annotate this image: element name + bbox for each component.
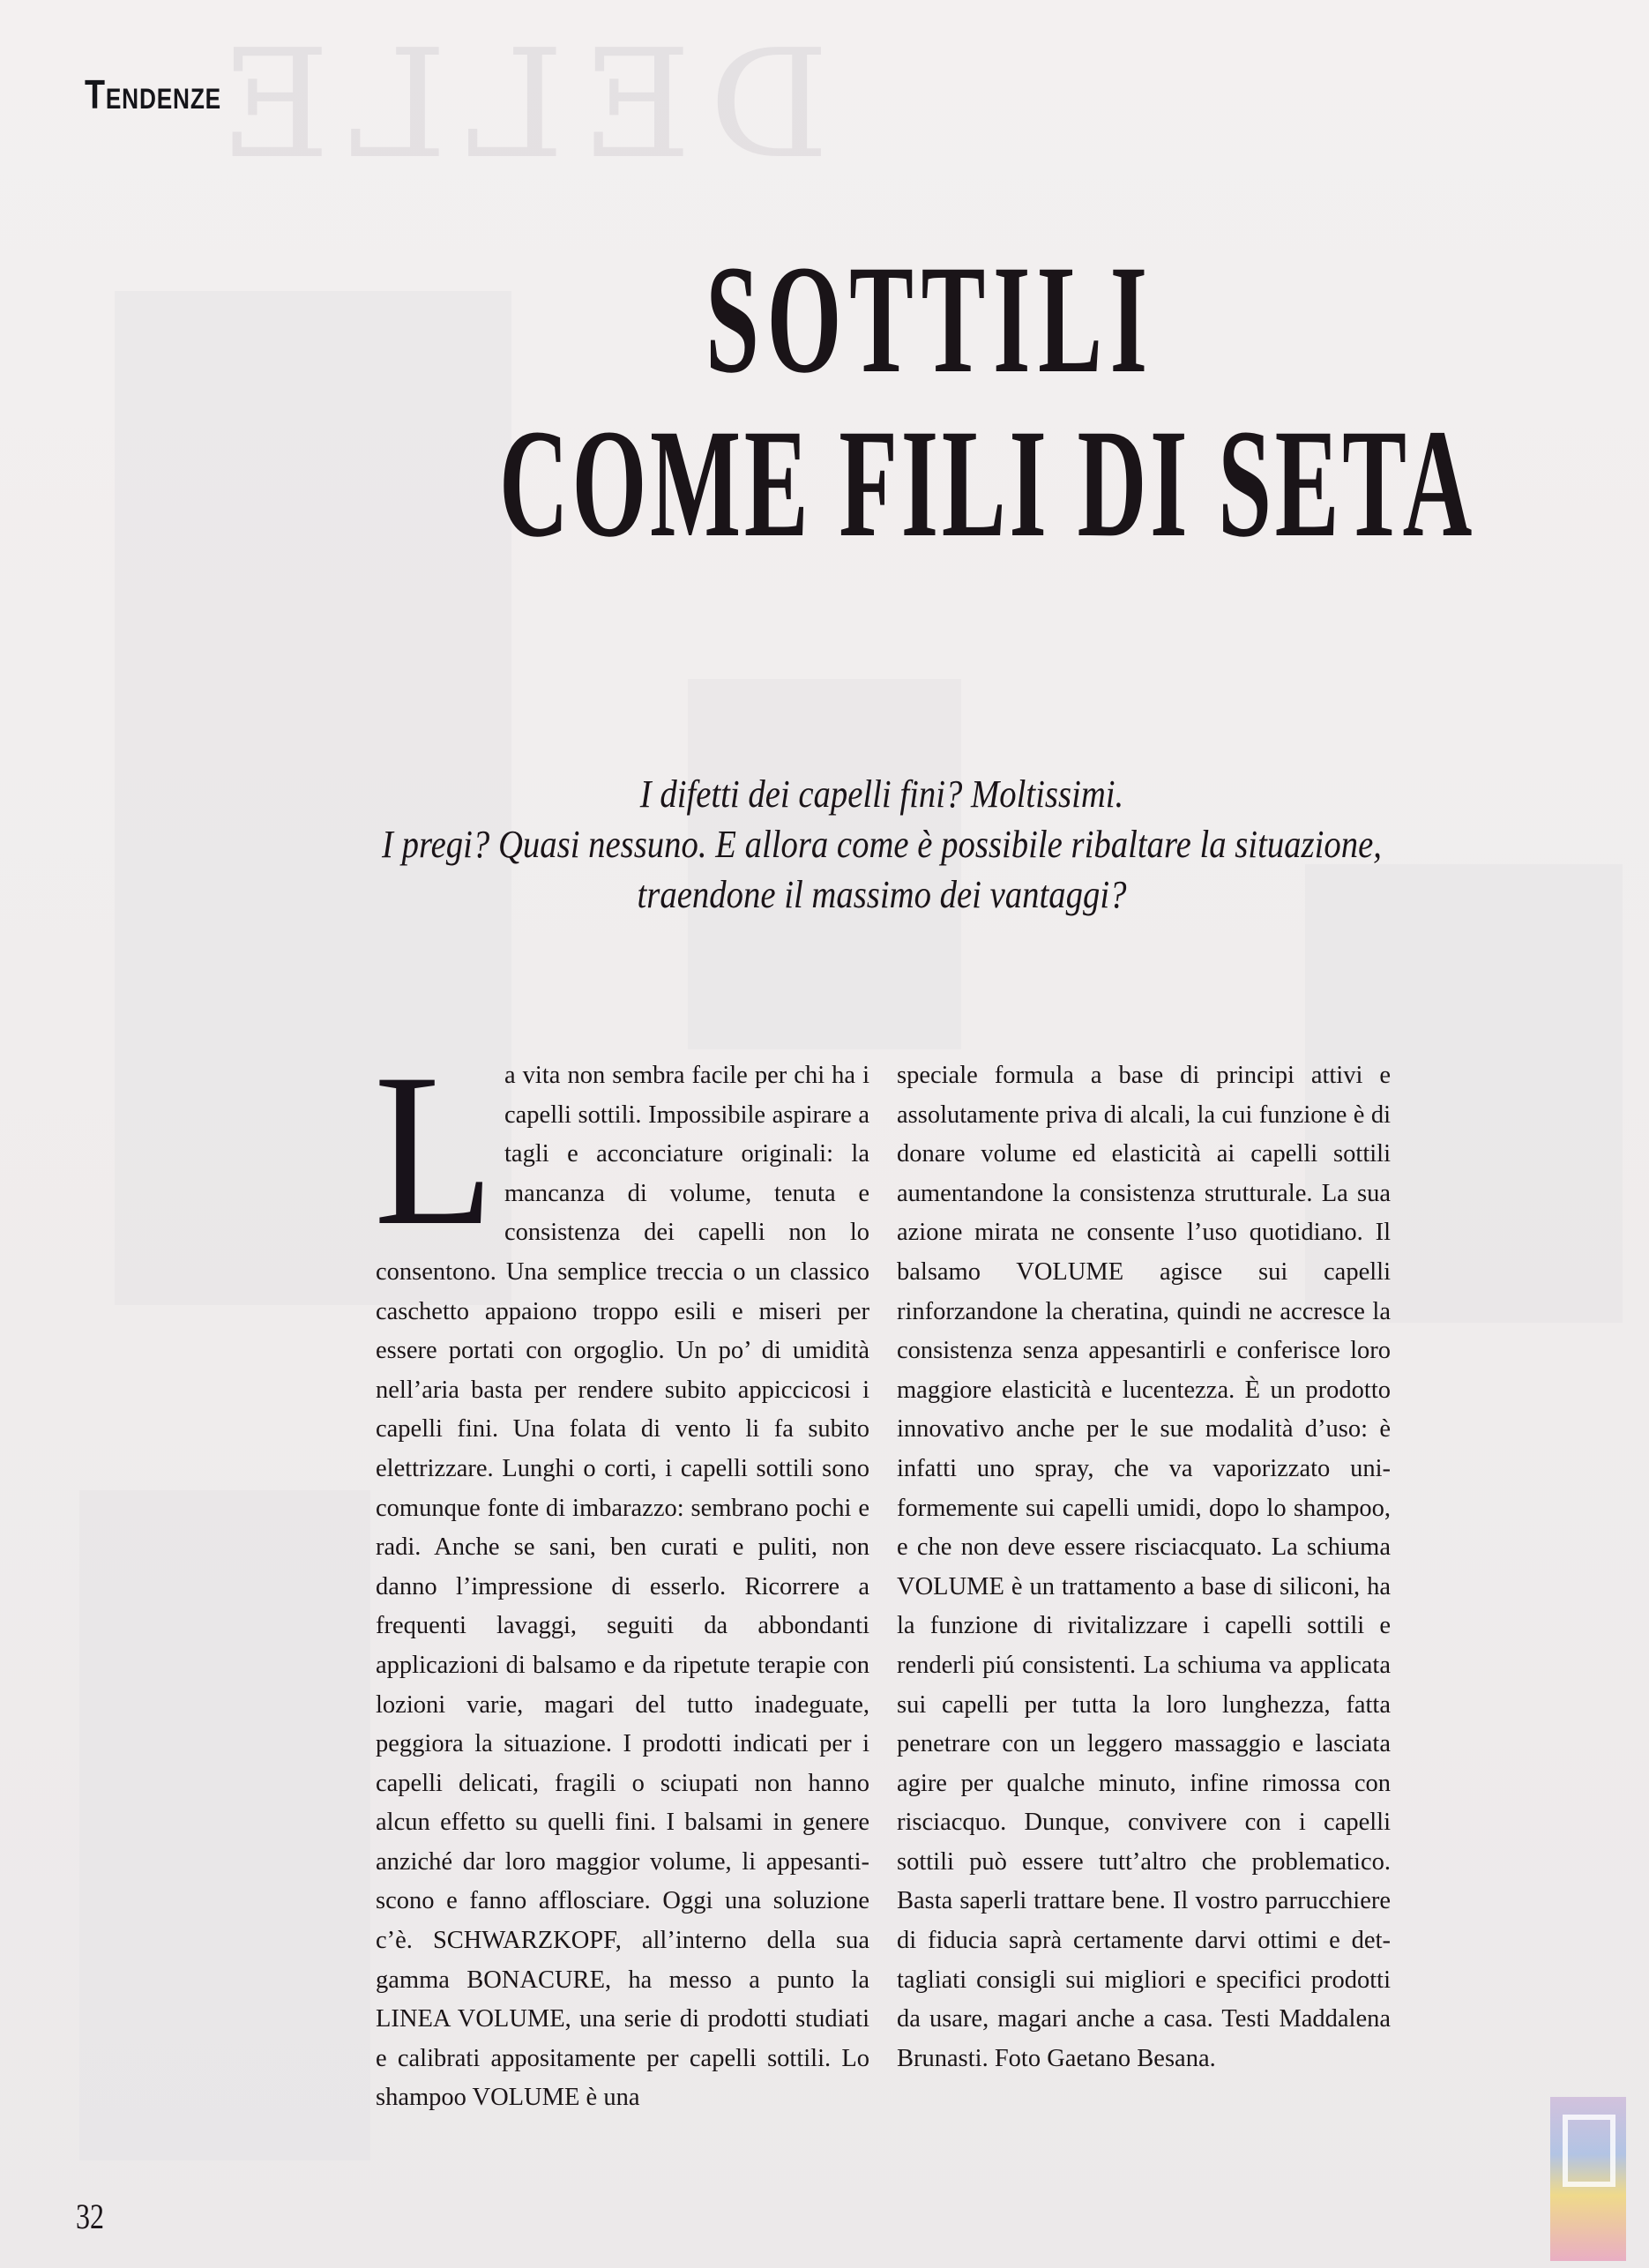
section-label: Tendenze <box>85 71 221 117</box>
show-through-lettering: DELLE <box>203 18 830 192</box>
show-through-block <box>79 1490 370 2160</box>
standfirst-line-3: traendone il massimo dei vantaggi? <box>637 873 1127 916</box>
article-text-left: a vita non sembra facile per chi ha i capelli sottili. Impossibile aspirare a tagli e acconciature originali: la mancanza di volume, tenuta e consistenza dei capelli non lo consentono. Una semplice treccia o un classico caschetto appaiono troppo esili e miseri per essere portati con orgoglio. Un po’ di umidità nell’aria basta per rendere subito appiccicosi i capelli fini. Una folata di vento li fa subito elettrizzare. Lunghi o corti, i capelli sottili sono comunque fonte di imbarazzo: sembrano pochi e radi. Anche se sani, ben curati e puliti, non danno l’impressione di esserlo. Ricorrere a frequenti lavaggi, seguiti da abbondanti applicazioni di balsamo e da ripetute terapie con lozioni varie, magari del tutto inadeguate, peggiora la situazione. I prodotti indicati per i capelli delicati, fragili o sciupati non hanno alcun effetto su quelli fini. I balsami in genere anziché dar loro maggior volume, li appesantiscono e fanno afflosciare. Oggi una soluzione c’è. SCHWARZKOPF, all’interno della sua gamma BONACURE, ha messo a punto la LINEA VOLUME, una serie di prodotti studiati e calibrati appositamente per capelli sottili. Lo shampoo VOLUME è una <box>376 1062 869 2112</box>
color-calibration-mark <box>1563 2115 1615 2187</box>
article-column-right <box>897 1056 1391 2078</box>
standfirst-line-2: I pregi? Quasi nessuno. E allora come è possibile ribaltare la situazione, <box>382 823 1382 866</box>
standfirst-line-1: I difetti dei capelli fini? Moltissimi. <box>639 772 1124 816</box>
standfirst <box>265 769 1499 920</box>
drop-cap: L <box>374 1028 495 1271</box>
page-number: 32 <box>76 2197 104 2236</box>
article-column-left <box>374 1028 869 2118</box>
article-text-right: speciale formula a base di principi attivi e assolutamente priva di alcali, la cui funzione è di donare volume ed elasticità ai capelli sottili aumentandone la consistenza strutturale. La sua azione mirata ne consente l’uso quotidiano. Il balsamo VOLUME agisce sui capelli rinforzandone la cheratina, quindi ne accresce la consistenza senza appesantirli e conferisce loro maggiore elasticità e lucentezza. È un prodotto innovativo anche per le sue modalità d’uso: è infatti uno spray, che va vaporizzato uniformemente sui capelli umidi, dopo lo shampoo, e che non deve essere risciacquato. La schiuma VOLUME è un trattamento a base di siliconi, ha la funzione di rivitalizzare i capelli sottili e renderli piú consistenti. La schiuma va applicata sui capelli per tutta la loro lunghezza, fatta penetrare con un leggero massaggio e lasciata agire per qualche minuto, infine rimossa con risciacquo. Dunque, convivere con i capelli sottili può essere tutt’altro che problematico. Basta saperli trattare bene. Il vostro parrucchiere di fiducia saprà certamente darvi ottimi e dettagliati consigli sui migliori e specifici prodotti da usare, magari anche a casa. Testi Maddalena Brunasti. Foto Gaetano Besana. <box>897 1062 1391 2072</box>
headline-line-2: COME FILI DI SETA <box>499 398 1476 570</box>
headline-line-1: SOTTILI <box>705 234 1155 406</box>
headline <box>265 234 1499 570</box>
